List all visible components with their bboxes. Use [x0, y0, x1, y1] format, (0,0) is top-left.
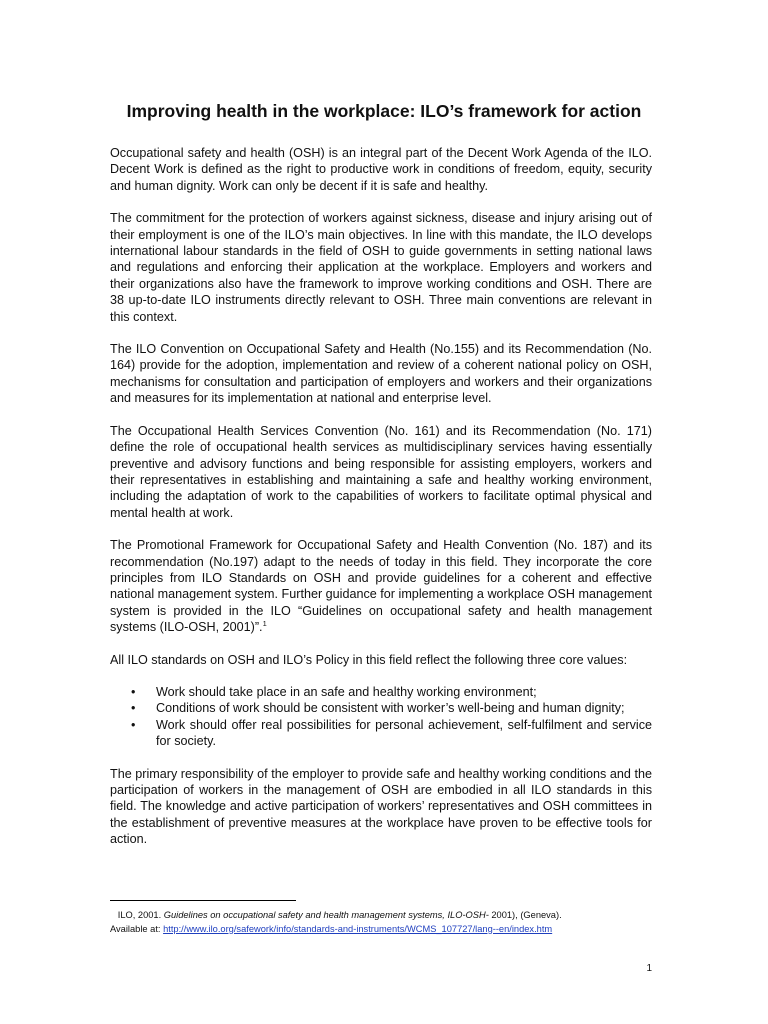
list-item-text: Work should offer real possibilities for personal achievement, self-fulfilment and service for society. — [156, 717, 652, 749]
page-title: Improving health in the workplace: ILO’s framework for action — [126, 101, 642, 121]
footnote — [110, 909, 670, 936]
list-item — [110, 717, 652, 750]
list-item-text: Conditions of work should be consistent with worker’s well-being and human dignity; — [156, 701, 625, 716]
list-item — [110, 684, 652, 700]
paragraph-intro: Occupational safety and health (OSH) is an integral part of the Decent Work Agenda of the ILO. Decent Work is defined as the right to productive work in conditions of freedom, equity, security and human dignity. Work can only be decent if it is safe and healthy. — [110, 146, 652, 193]
paragraph-responsibility: The primary responsibility of the employer to provide safe and healthy working conditions and the participation of workers in the management of OSH are embodied in all ILO standards in this field. The knowledge and active participation of workers’ representatives and OSH committees in the establishment of preventive measures at the workplace have proven to be effective tools for action. — [110, 766, 652, 847]
footnote-suffix: 2001), (Geneva). — [488, 910, 562, 920]
paragraph-convention-187 — [110, 537, 652, 635]
paragraph-convention-155: The ILO Convention on Occupational Safety and Health (No.155) and its Recommendation (No. 164) provide for the adoption, implementation and review of a coherent national policy on OSH, mechanisms for consultation and participation of employers and workers and their organizations and measures for its implementation at national and enterprise level. — [110, 342, 652, 406]
bullet-icon: • — [131, 684, 136, 699]
footnote-marker[interactable]: 1 — [262, 618, 267, 628]
footnote-prefix: ILO, 2001. — [117, 910, 164, 920]
footnote-citation — [110, 909, 670, 923]
paragraph-convention-187-text: The Promotional Framework for Occupational Safety and Health Convention (No. 187) and its recommendation (No.197) adapt to the needs of today in this field. They incorporate the core principles from ILO Standards on OSH and provide guidelines for a coherent and effective national management system. Further guidance for implementing a workplace OSH management system is provided in the ILO “Guidelines on occupational safety and health management systems (ILO-OSH, 2001)”. — [110, 538, 652, 635]
document-body — [110, 145, 652, 864]
paragraph-convention-161: The Occupational Health Services Convention (No. 161) and its Recommendation (No. 171) define the role of occupational health services as multidisciplinary services having essentially preventive and advisory functions and being responsible for assisting employers, workers and their representatives in establishing and maintaining a safe and healthy working environment, including the adaptation of work to the capabilities of workers to facilitate optimal physical and mental health at work. — [110, 423, 652, 520]
list-item — [110, 700, 652, 716]
footnote-divider — [110, 900, 296, 901]
footnote-available-label: Available at: — [110, 923, 164, 934]
bullet-icon: • — [131, 717, 136, 732]
footnote-url-link[interactable]: http://www.ilo.org/safework/info/standards-and-instruments/WCMS_107727/lang--en/index.htm — [163, 923, 553, 934]
paragraph-commitment: The commitment for the protection of workers against sickness, disease and injury arising out of their employment is one of the ILO’s main objectives. In line with this mandate, the ILO develops international labour standards in the field of OSH to guide governments in setting national laws and regulations and enforcing their application at the workplace. Employers and workers and their organizations also have the framework to improve working conditions and OSH. There are 38 up-to-date ILO instruments directly relevant to OSH. Three main conventions are relevant in this context. — [110, 211, 652, 324]
paragraph-core-values-intro: All ILO standards on OSH and ILO’s Policy in this field reflect the following three core values: — [110, 652, 628, 667]
footnote-title: Guidelines on occupational safety and health management systems, ILO-OSH- — [163, 910, 489, 920]
footnote-availability — [110, 923, 670, 937]
list-item-text: Work should take place in an safe and healthy working environment; — [156, 684, 537, 699]
page-number: 1 — [646, 963, 652, 974]
core-values-list — [110, 684, 652, 750]
bullet-icon: • — [131, 701, 136, 716]
